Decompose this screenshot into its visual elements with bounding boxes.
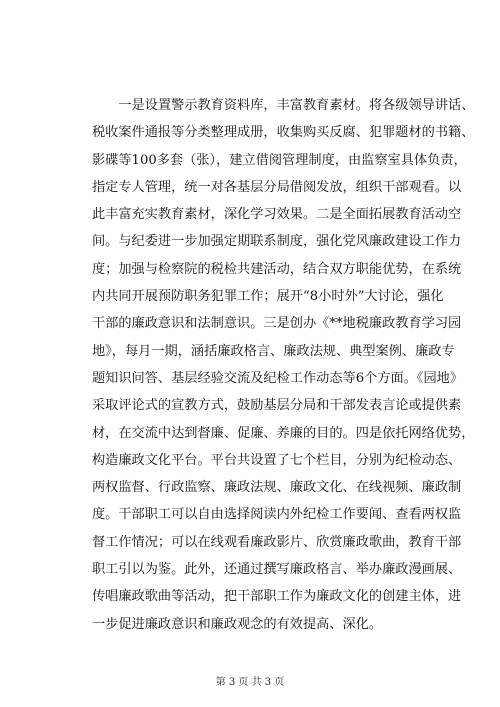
- paragraph-line: 采取评论式的宣教方式，鼓励基层分局和干部发表言论或提供素: [92, 398, 462, 414]
- page-footer: [0, 676, 500, 690]
- paragraph-line: 构造廉政文化平台。平台共设置了七个栏目，分别为纪检动态、: [92, 452, 462, 468]
- paragraph-line: 此丰富充实教育素材，深化学习效果。二是全面拓展教育活动空: [92, 207, 462, 223]
- paragraph-line: 税收案件通报等分类整理成册，收集购买反腐、犯罪题材的书籍、: [92, 125, 475, 141]
- page-number-label: 第 3 页 共 3 页: [215, 677, 285, 688]
- paragraph-line: 材，在交流中达到督廉、促廉、养廉的目的。四是依托网络优势，: [92, 425, 475, 441]
- paragraph-line: 指定专人管理，统一对各基层分局借阅发放，组织干部观看。以: [92, 179, 462, 195]
- paragraph-line: 干部的廉政意识和法制意识。三是创办《**地税廉政教育学习园: [92, 316, 462, 332]
- paragraph-line: 内共同开展预防职务犯罪工作；展开“8小时外”大讨论，强化: [92, 289, 444, 305]
- paragraph-line: 影碟等100多套（张），建立借阅管理制度，由监察室具体负责，: [92, 152, 467, 168]
- body-paragraph: [92, 92, 475, 638]
- paragraph-line-last: 一步促进廉政意识和廉政观念的有效提高、深化。: [92, 616, 383, 632]
- paragraph-line: 一是设置警示教育资料库，丰富教育素材。将各级领导讲话、: [92, 98, 475, 113]
- paragraph-line: 题知识问答、基层经验交流及纪检工作动态等6个方面。《园地》: [92, 370, 464, 386]
- paragraph-line: 职工引以为鉴。此外，还通过撰写廉政格言、举办廉政漫画展、: [92, 562, 462, 578]
- paragraph-line: 传唱廉政歌曲等活动，把干部职工作为廉政文化的创建主体，进: [92, 589, 462, 605]
- paragraph-line: 地》，每月一期，涵括廉政格言、廉政法规、典型案例、廉政专: [92, 343, 455, 359]
- paragraph-line: 督工作情况；可以在线观看廉政影片、欣赏廉政歌曲，教育干部: [92, 534, 462, 550]
- paragraph-line: 两权监督、行政监察、廉政法规、廉政文化、在线视频、廉政制: [92, 480, 462, 496]
- paragraph-line: 间。与纪委进一步加强定期联系制度，强化党风廉政建设工作力: [92, 234, 462, 250]
- paragraph-line: 度。干部职工可以自由选择阅读内外纪检工作要闻、查看两权监: [92, 507, 462, 523]
- paragraph-line: 度；加强与检察院的税检共建活动，结合双方职能优势，在系统: [92, 261, 462, 277]
